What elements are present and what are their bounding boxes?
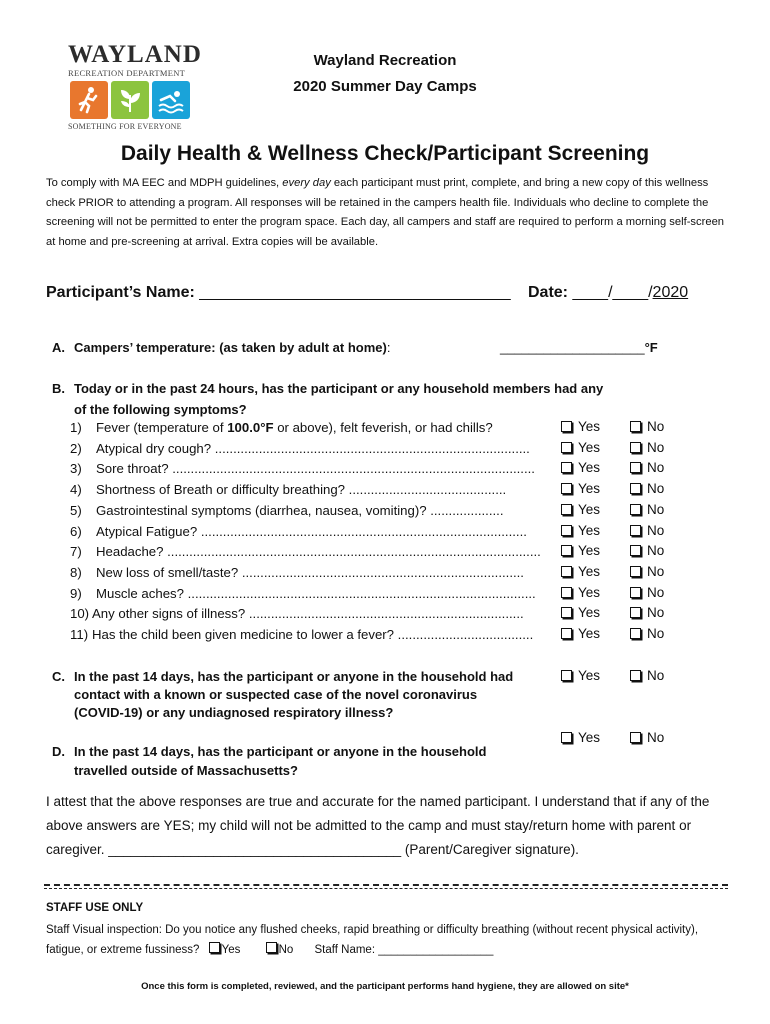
- no-label: No: [647, 522, 665, 538]
- yes-label: Yes: [578, 668, 601, 683]
- no-label: No: [647, 481, 665, 497]
- yes-label: Yes: [578, 522, 601, 538]
- section-a-question: [74, 340, 390, 355]
- logo-department: RECREATION DEPARTMENT: [68, 68, 186, 78]
- section-c-line-3: (COVID-19) or any undiagnosed respiratory illness?: [74, 705, 394, 720]
- staff-name-field[interactable]: [315, 944, 494, 956]
- no-label: No: [278, 944, 294, 956]
- checkbox-icon: [561, 628, 572, 639]
- checkbox-icon: [561, 442, 572, 453]
- yes-label: Yes: [578, 730, 601, 745]
- symptom-question: [70, 606, 548, 621]
- date-blank[interactable]: ____/____/: [572, 284, 653, 301]
- symptom-text: Atypical dry cough? ......................................................................................: [96, 440, 530, 456]
- no-label: No: [647, 501, 665, 517]
- temperature-field[interactable]: [500, 340, 658, 355]
- symptom-question: [70, 503, 548, 518]
- checkbox-icon: [630, 628, 641, 639]
- yes-label: Yes: [221, 944, 241, 956]
- section-a-colon: :: [386, 340, 391, 355]
- symptom-yes-checkbox[interactable]: [561, 626, 600, 641]
- symptom-no-checkbox[interactable]: [630, 523, 664, 538]
- symptom-no-checkbox[interactable]: [630, 605, 664, 620]
- logo-tagline: SOMETHING FOR EVERYONE: [68, 122, 182, 131]
- symptom-no-checkbox[interactable]: [630, 460, 664, 475]
- symptom-text: Atypical Fatigue? .........................................................................................: [96, 523, 527, 539]
- checkbox-icon: [561, 483, 572, 494]
- symptom-question: [70, 461, 548, 476]
- footer-note: Once this form is completed, reviewed, and the participant performs hand hygiene, they are allowed on site*: [141, 981, 629, 992]
- symptom-text: Sore throat? ...................................................................................................: [96, 461, 535, 477]
- staff-heading: STAFF USE ONLY: [46, 902, 144, 914]
- symptom-question: [70, 420, 548, 435]
- symptom-text: Fever (temperature of: [96, 420, 228, 435]
- yes-label: Yes: [578, 501, 601, 517]
- symptom-yes-checkbox[interactable]: [561, 481, 600, 496]
- swimmer-icon: [152, 81, 190, 119]
- checkbox-icon: [561, 670, 572, 681]
- yes-label: Yes: [578, 439, 601, 455]
- checkbox-icon: [630, 483, 641, 494]
- symptom-text: Headache? ......................................................................................................: [96, 544, 541, 560]
- symptom-no-checkbox[interactable]: [630, 543, 664, 558]
- section-d-letter: D.: [52, 744, 65, 759]
- checkbox-icon: [630, 421, 641, 432]
- symptom-number: 9): [70, 585, 82, 601]
- section-c-line-1: In the past 14 days, has the participant or anyone in the household had: [74, 669, 514, 684]
- symptom-number: 11): [70, 627, 89, 642]
- yes-label: Yes: [578, 626, 601, 641]
- symptom-question: [70, 482, 548, 497]
- symptom-number: 10): [70, 606, 90, 622]
- symptom-yes-checkbox[interactable]: [561, 564, 600, 579]
- section-d-no-checkbox[interactable]: [630, 730, 664, 745]
- intro-emphasis: every day: [282, 177, 331, 189]
- symptom-number: 8): [70, 564, 82, 580]
- signature-field[interactable]: _______________________________________: [108, 842, 402, 857]
- checkbox-icon: [561, 525, 572, 536]
- checkbox-icon: [630, 607, 641, 618]
- symptom-yes-checkbox[interactable]: [561, 543, 600, 558]
- symptom-number: 5): [70, 502, 82, 518]
- attestation-text: I attest that the above responses are true and accurate for the named participant. I understand that if any of the above answers are YES; my child will not be admitted to the camp and must stay/return home with parent or caregiver.: [46, 794, 710, 857]
- no-label: No: [647, 730, 665, 745]
- divider: [44, 888, 728, 889]
- symptom-no-checkbox[interactable]: [630, 502, 664, 517]
- symptom-number: 1): [70, 420, 82, 435]
- staff-name-blank[interactable]: __________________: [378, 944, 494, 956]
- checkbox-icon: [561, 607, 572, 618]
- intro-text-2: each participant must print, complete, and bring a new copy of this wellness check PRIOR to attending a program. All responses will be retained in the campers health file. Individuals who decline to complete the screening will not be permitted to enter the program space. Each day, all campers and staff are required to perform a morning self-screen at home and pre-screening at arrival. Extra copies will be available.: [46, 177, 725, 248]
- symptom-no-checkbox[interactable]: [630, 564, 664, 579]
- symptom-yes-checkbox[interactable]: [561, 440, 600, 455]
- divider: [44, 884, 728, 886]
- symptom-no-checkbox[interactable]: [630, 440, 664, 455]
- section-d-line-2: travelled outside of Massachusetts?: [74, 763, 298, 778]
- staff-inspection-text: Staff Visual inspection: Do you notice any flushed cheeks, rapid breathing or difficulty breathing (without recent physical activity), fatigue, or extreme fussiness?: [46, 924, 699, 956]
- symptom-yes-checkbox[interactable]: [561, 523, 600, 538]
- symptom-no-checkbox[interactable]: [630, 626, 664, 641]
- participant-name-field[interactable]: [46, 284, 511, 302]
- symptom-number: 7): [70, 544, 82, 560]
- symptom-text: New loss of smell/taste? .............................................................................: [96, 564, 524, 580]
- symptom-no-checkbox[interactable]: [630, 481, 664, 496]
- yes-label: Yes: [578, 563, 601, 579]
- no-label: No: [647, 419, 665, 434]
- no-label: No: [647, 543, 665, 559]
- section-c-no-checkbox[interactable]: [630, 668, 664, 683]
- symptom-question: [70, 565, 548, 580]
- no-label: No: [647, 460, 665, 476]
- section-d-line-1: In the past 14 days, has the participant or anyone in the household: [74, 744, 487, 759]
- symptom-text: Any other signs of illness? ...........................................................................: [92, 606, 524, 622]
- checkbox-icon: [561, 545, 572, 556]
- checkbox-icon: [630, 525, 641, 536]
- wayland-logo: [68, 41, 202, 131]
- symptom-no-checkbox[interactable]: [630, 585, 664, 600]
- checkbox-icon: [266, 942, 277, 953]
- symptom-number: 6): [70, 523, 82, 539]
- section-a-letter: A.: [52, 340, 65, 355]
- symptom-number: 2): [70, 440, 82, 456]
- date-label: Date:: [528, 284, 569, 301]
- symptom-yes-checkbox[interactable]: [561, 502, 600, 517]
- checkbox-icon: [630, 670, 641, 681]
- no-label: No: [647, 668, 665, 683]
- symptom-text: Has the child been given medicine to lower a fever? .....................................: [92, 627, 534, 642]
- leaf-icon: [111, 81, 149, 119]
- symptom-question: [70, 627, 548, 642]
- temperature-blank[interactable]: ____________________: [500, 340, 645, 355]
- yes-label: Yes: [578, 419, 601, 434]
- header-line-1: Wayland Recreation: [313, 52, 457, 69]
- date-year: 2020: [652, 284, 689, 301]
- no-label: No: [647, 439, 665, 455]
- symptom-text: or above), felt feverish, or had chills?: [273, 420, 493, 435]
- checkbox-icon: [561, 566, 572, 577]
- symptom-question: [70, 544, 548, 559]
- yes-label: Yes: [578, 543, 601, 559]
- yes-label: Yes: [578, 481, 601, 497]
- checkbox-icon: [630, 732, 641, 743]
- section-c-line-2: contact with a known or suspected case of the novel coronavirus: [74, 687, 478, 702]
- date-field[interactable]: [528, 284, 688, 302]
- checkbox-icon: [561, 504, 572, 515]
- staff-yes-checkbox[interactable]: [209, 944, 241, 956]
- checkbox-icon: [630, 566, 641, 577]
- staff-no-checkbox[interactable]: [266, 944, 294, 956]
- no-label: No: [647, 563, 665, 579]
- checkbox-icon: [561, 462, 572, 473]
- signature-caption: (Parent/Caregiver signature).: [401, 842, 579, 857]
- checkbox-icon: [630, 442, 641, 453]
- section-b-line-1: Today or in the past 24 hours, has the participant or any household members had any: [74, 381, 604, 396]
- section-c-letter: C.: [52, 669, 65, 684]
- no-label: No: [647, 626, 665, 641]
- symptom-text: Muscle aches? ...............................................................................................: [96, 585, 536, 601]
- staff-name-label: Staff Name:: [314, 944, 376, 956]
- temperature-unit: °F: [644, 340, 658, 355]
- runner-icon: [70, 81, 108, 119]
- checkbox-icon: [561, 587, 572, 598]
- yes-label: Yes: [578, 460, 601, 476]
- symptom-yes-checkbox[interactable]: [561, 460, 600, 475]
- intro-paragraph: [46, 174, 726, 252]
- symptom-question: [70, 524, 548, 539]
- symptom-number: 3): [70, 461, 82, 477]
- checkbox-icon: [561, 732, 572, 743]
- yes-label: Yes: [578, 605, 601, 621]
- no-label: No: [647, 605, 665, 621]
- symptom-no-checkbox[interactable]: [630, 419, 664, 434]
- participant-name-blank[interactable]: ___________________________________: [199, 284, 511, 301]
- intro-text-1: To comply with MA EEC and MDPH guidelines,: [46, 177, 283, 189]
- symptom-yes-checkbox[interactable]: [561, 585, 600, 600]
- checkbox-icon: [630, 462, 641, 473]
- participant-name-label: Participant’s Name:: [46, 284, 195, 301]
- symptom-number: 4): [70, 482, 82, 498]
- no-label: No: [647, 584, 665, 600]
- section-a-text: Campers’ temperature: (as taken by adult at home): [74, 340, 387, 355]
- staff-inspection: [46, 920, 726, 960]
- header-line-2: 2020 Summer Day Camps: [293, 78, 477, 95]
- symptom-text: Shortness of Breath or difficulty breathing? ...........................................: [96, 482, 507, 498]
- section-d-yes-checkbox[interactable]: [561, 730, 600, 745]
- checkbox-icon: [630, 504, 641, 515]
- yes-label: Yes: [578, 584, 601, 600]
- checkbox-icon: [209, 942, 220, 953]
- checkbox-icon: [630, 545, 641, 556]
- checkbox-icon: [561, 421, 572, 432]
- page-title: Daily Health & Wellness Check/Participant Screening: [120, 142, 650, 165]
- symptom-text-bold: 100.0°F: [227, 420, 274, 435]
- symptom-text: Gastrointestinal symptoms (diarrhea, nausea, vomiting)? ....................: [96, 502, 504, 518]
- symptom-yes-checkbox[interactable]: [561, 605, 600, 620]
- symptom-yes-checkbox[interactable]: [561, 419, 600, 434]
- section-b-line-2: of the following symptoms?: [74, 402, 247, 417]
- symptom-question: [70, 586, 548, 601]
- checkbox-icon: [630, 587, 641, 598]
- section-b-letter: B.: [52, 381, 65, 396]
- logo-name: WAYLAND: [68, 41, 202, 68]
- symptom-question: [70, 441, 548, 456]
- section-c-yes-checkbox[interactable]: [561, 668, 600, 683]
- attestation-paragraph: [46, 790, 736, 862]
